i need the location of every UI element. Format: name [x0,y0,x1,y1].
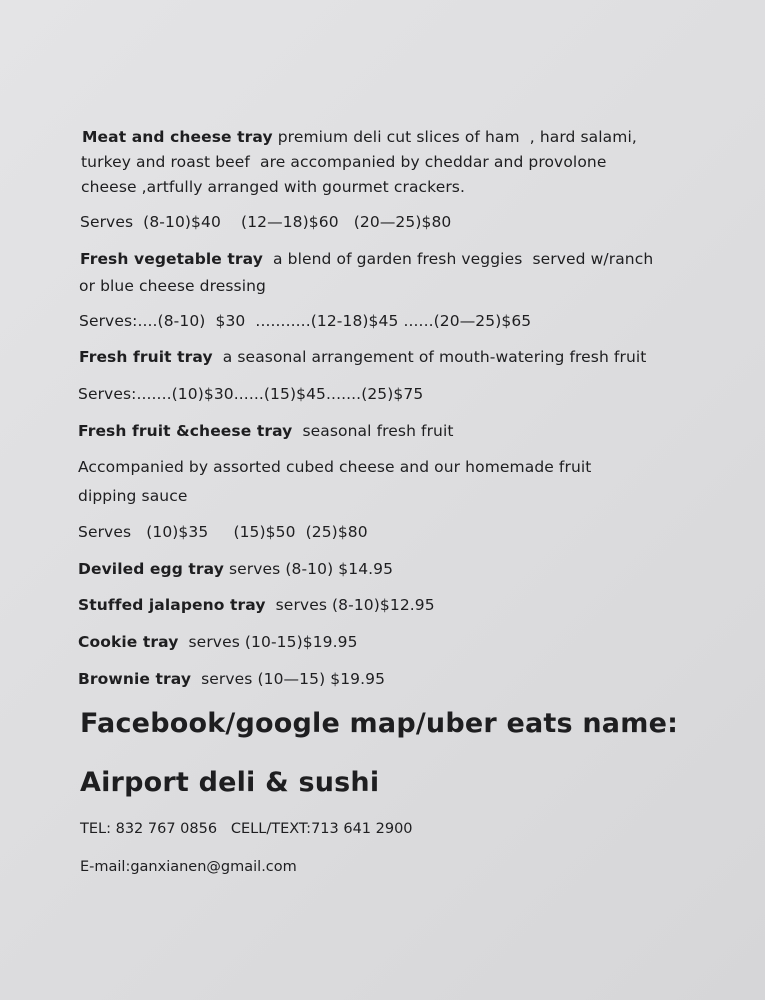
brownie-title: Brownie tray [78,670,192,688]
cookie-title: Cookie tray [78,633,179,651]
fruit-cheese-desc-2: Accompanied by assorted cubed cheese and our homemade fruit [78,458,592,476]
deviled-egg-line [78,560,393,578]
business-name: Airport deli & sushi [80,767,380,798]
fruit-cheese-line-1 [78,422,454,440]
meat-cheese-desc-2: turkey and roast beef are accompanied by cheddar and provolone [81,153,607,171]
fruit-line-1 [79,348,646,366]
fruit-cheese-desc-3: dipping sauce [78,487,188,505]
vegetable-title: Fresh vegetable tray [80,250,263,268]
meat-cheese-line-1 [82,128,637,146]
vegetable-line-1 [80,250,653,268]
brownie-desc: serves (10—15) $19.95 [191,670,386,688]
fruit-serves: Serves:.......(10)$30......(15)$45.......(25)$75 [78,385,424,403]
meat-cheese-desc-1: premium deli cut slices of ham , hard salami, [272,128,637,146]
vegetable-desc-2: or blue cheese dressing [79,277,266,295]
cookie-desc: serves (10-15)$19.95 [178,633,358,651]
meat-cheese-title: Meat and cheese tray [82,128,273,146]
fruit-title: Fresh fruit tray [79,348,213,366]
cookie-line [78,633,358,651]
fruit-cheese-title: Fresh fruit &cheese tray [78,422,293,440]
fruit-cheese-serves: Serves (10)$35 (15)$50 (25)$80 [78,523,368,541]
vegetable-desc-1: a blend of garden fresh veggies served w/ranch [262,250,654,268]
jalapeno-title: Stuffed jalapeno tray [78,596,266,614]
deviled-egg-title: Deviled egg tray [78,560,224,578]
deviled-egg-desc: serves (8-10) $14.95 [223,560,394,578]
fruit-cheese-desc-1: seasonal fresh fruit [292,422,454,440]
fruit-desc-1: a seasonal arrangement of mouth-watering fresh fruit [212,348,647,366]
jalapeno-desc: serves (8-10)$12.95 [265,596,435,614]
meat-cheese-serves: Serves (8-10)$40 (12—18)$60 (20—25)$80 [80,213,452,231]
social-heading: Facebook/google map/uber eats name: [80,708,679,739]
meat-cheese-desc-3: cheese ,artfully arranged with gourmet crackers. [81,178,466,196]
brownie-line [78,670,385,688]
phone-numbers: TEL: 832 767 0856 CELL/TEXT:713 641 2900 [80,821,413,837]
jalapeno-line [78,596,435,614]
email-address: E-mail:ganxianen@gmail.com [80,859,297,875]
vegetable-serves: Serves:....(8-10) $30 ...........(12-18)$45 ......(20—25)$65 [79,312,532,330]
